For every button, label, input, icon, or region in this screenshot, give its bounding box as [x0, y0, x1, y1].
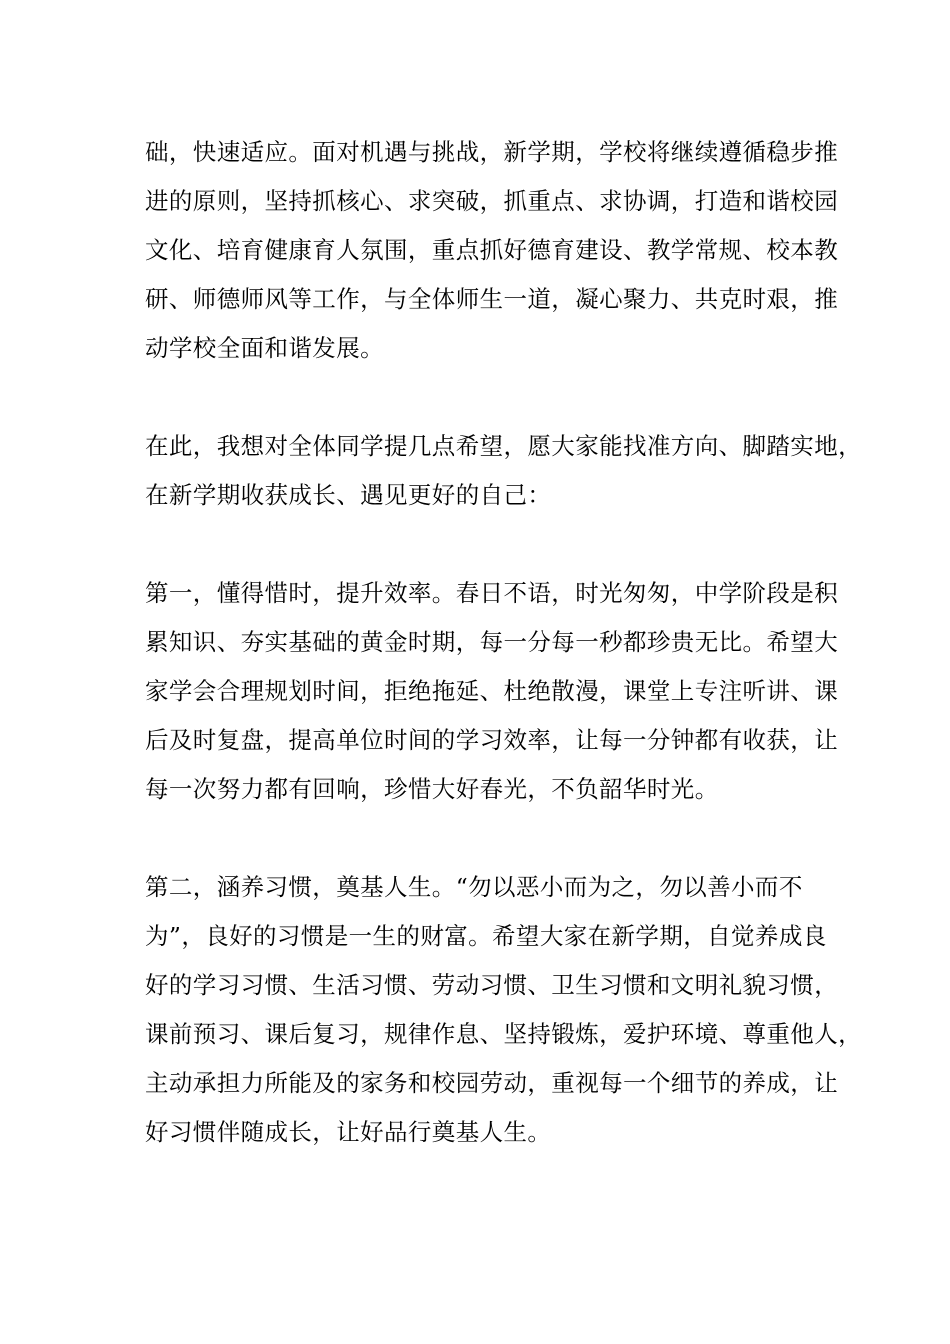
paragraph-2-line-1: 在此，我想对全体同学提几点希望，愿大家能找准方向、脚踏实地，	[145, 432, 862, 460]
paragraph-4-line-1: 第二，涵养习惯，奠基人生。“勿以恶小而为之，勿以善小而不	[145, 873, 803, 901]
paragraph-4-line-5: 主动承担力所能及的家务和校园劳动，重视每一个细节的养成，让	[145, 1069, 839, 1097]
paragraph-3-line-1: 第一，懂得惜时，提升效率。春日不语，时光匆匆，中学阶段是积	[145, 579, 839, 607]
paragraph-3-line-4: 后及时复盘，提高单位时间的学习效率，让每一分钟都有收获，让	[145, 726, 839, 754]
paragraph-3-line-2: 累知识、夯实基础的黄金时期，每一分每一秒都珍贵无比。希望大	[145, 628, 839, 656]
paragraph-1-line-3: 文化、培育健康育人氛围，重点抓好德育建设、教学常规、校本教	[145, 236, 839, 264]
paragraph-2-line-2: 在新学期收获成长、遇见更好的自己：	[145, 481, 552, 509]
paragraph-4-line-6: 好习惯伴随成长，让好品行奠基人生。	[145, 1118, 552, 1146]
paragraph-4-line-3: 好的学习习惯、生活习惯、劳动习惯、卫生习惯和文明礼貌习惯，	[145, 971, 839, 999]
paragraph-1-line-1: 础，快速适应。面对机遇与挑战，新学期，学校将继续遵循稳步推	[145, 138, 839, 166]
paragraph-3-line-5: 每一次努力都有回响，珍惜大好春光，不负韶华时光。	[145, 775, 719, 803]
paragraph-4-line-4: 课前预习、课后复习，规律作息、坚持锻炼，爱护环境、尊重他人，	[145, 1020, 862, 1048]
paragraph-1-line-2: 进的原则，坚持抓核心、求突破，抓重点、求协调，打造和谐校园	[145, 187, 839, 215]
paragraph-1-line-5: 动学校全面和谐发展。	[145, 334, 384, 362]
paragraph-1-line-4: 研、师德师风等工作，与全体师生一道，凝心聚力、共克时艰，推	[145, 285, 839, 313]
paragraph-3-line-3: 家学会合理规划时间，拒绝拖延、杜绝散漫，课堂上专注听讲、课	[145, 677, 839, 705]
paragraph-4-line-2: 为”，良好的习惯是一生的财富。希望大家在新学期，自觉养成良	[145, 922, 827, 950]
